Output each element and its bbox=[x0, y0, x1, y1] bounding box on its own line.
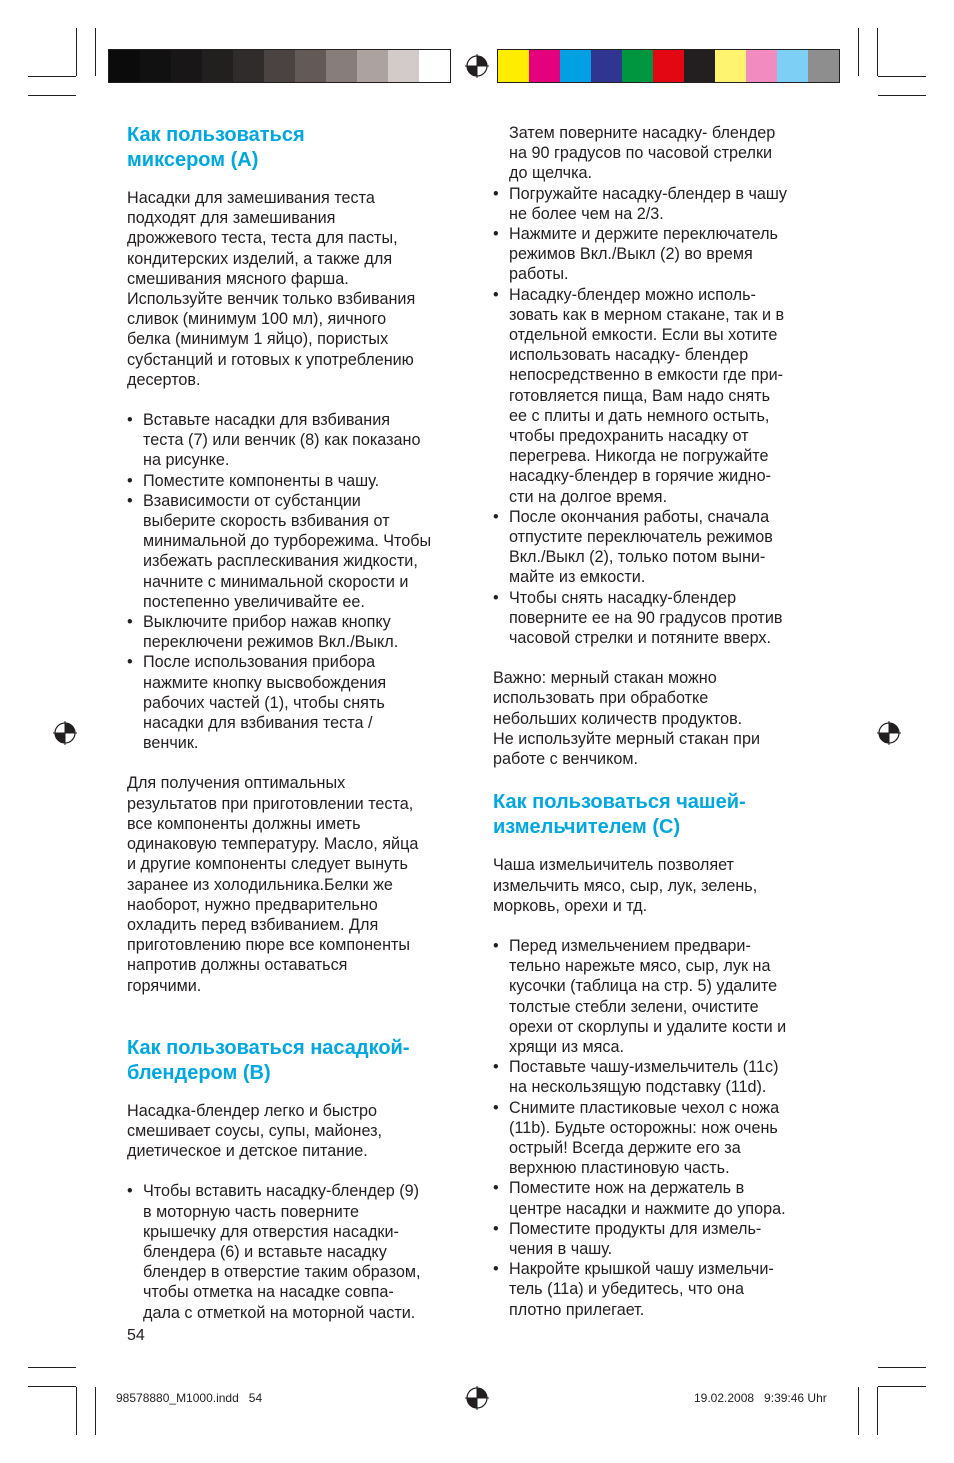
text-line: все компоненты должны иметь bbox=[127, 814, 361, 833]
text-line: тельно нарежьте мясо, сыр, лук на bbox=[509, 957, 771, 976]
text-line: измельчить мясо, сыр, лук, зелень, bbox=[493, 876, 758, 895]
text-line: Поместите компоненты в чашу. bbox=[143, 471, 380, 490]
color-swatch bbox=[326, 50, 357, 82]
text-line: Используйте венчик только взбивания bbox=[127, 290, 416, 309]
text-line: на нескользящую подставку (11d). bbox=[509, 1078, 767, 1097]
text-line: небольших количеств продуктов. bbox=[493, 709, 743, 728]
crop-mark bbox=[28, 76, 76, 77]
text-line: работы. bbox=[509, 265, 569, 284]
text-line: После окончания работы, сначала bbox=[509, 507, 770, 526]
list-item bbox=[127, 491, 472, 612]
blender-continued-paragraph bbox=[493, 123, 838, 184]
text-line: на рисунке. bbox=[143, 451, 230, 470]
color-swatch bbox=[171, 50, 202, 82]
text-line: непосредственно в емкости где при- bbox=[509, 366, 784, 385]
text-line: Выключите прибор нажав кнопку bbox=[143, 613, 391, 632]
color-swatch bbox=[715, 50, 746, 82]
text-line: зовать как в мерном стакане, так и в bbox=[509, 305, 785, 324]
crop-mark bbox=[76, 28, 77, 76]
text-line: морковь, орехи и тд. bbox=[493, 896, 648, 915]
list-item bbox=[493, 1178, 838, 1218]
color-swatch bbox=[653, 50, 684, 82]
color-swatch bbox=[529, 50, 560, 82]
text-line: Вставьте насадки для взбивания bbox=[143, 411, 391, 430]
text-line: часовой стрелки и потяните вверх. bbox=[509, 629, 771, 648]
list-item bbox=[493, 1259, 838, 1320]
crop-mark bbox=[28, 95, 76, 96]
text-line: Поставьте чашу-измельчитель (11c) bbox=[509, 1058, 779, 1077]
crop-mark bbox=[878, 1367, 926, 1368]
mixer-tips-paragraph bbox=[127, 773, 472, 995]
crop-mark bbox=[76, 1387, 77, 1435]
crop-mark bbox=[878, 95, 926, 96]
page-number: 54 bbox=[127, 1327, 145, 1344]
text-line: Насадки для замешивания теста bbox=[127, 189, 375, 207]
text-line: рабочих частей (1), чтобы снять bbox=[143, 693, 385, 712]
list-item bbox=[127, 471, 472, 491]
list-item bbox=[493, 1057, 838, 1097]
crop-mark bbox=[858, 1387, 859, 1435]
text-line: наоборот, нужно предварительно bbox=[127, 895, 378, 914]
list-item bbox=[493, 184, 838, 224]
text-line: выберите скорость взбивания от bbox=[143, 512, 390, 531]
text-line: кондитерских изделий, а также для bbox=[127, 249, 393, 268]
text-line: венчик. bbox=[143, 734, 199, 753]
crop-mark bbox=[28, 1367, 76, 1368]
registration-mark-icon bbox=[465, 1386, 489, 1410]
text-line: чтобы отметка на насадке совпа- bbox=[143, 1283, 394, 1302]
text-line: отпустите переключатель режимов bbox=[509, 528, 773, 547]
text-line: Не используйте мерный стакан при bbox=[493, 729, 760, 748]
color-swatch bbox=[264, 50, 295, 82]
text-line: Для получения оптимальных bbox=[127, 774, 346, 793]
list-item bbox=[493, 588, 838, 649]
text-line: использовать насадку- блендер bbox=[509, 346, 749, 365]
crop-mark bbox=[877, 28, 878, 76]
chopper-steps-list bbox=[493, 936, 838, 1320]
text-line: в моторную часть поверните bbox=[143, 1202, 360, 1221]
text-line: Вкл./Выкл (2), только потом выни- bbox=[509, 548, 766, 567]
text-line: работе с венчиком. bbox=[493, 750, 638, 769]
text-line: минимальной до турборежима. Чтобы bbox=[143, 532, 432, 551]
text-line: поверните ее на 90 градусов против bbox=[509, 608, 783, 627]
color-swatch bbox=[357, 50, 388, 82]
chopper-intro-paragraph bbox=[493, 855, 838, 916]
color-swatch bbox=[388, 50, 419, 82]
text-line: Нажмите и держите переключатель bbox=[509, 225, 778, 244]
color-calibration-bar-color bbox=[497, 49, 840, 83]
list-item bbox=[127, 652, 472, 753]
text-line: (11b). Будьте осторожны: нож очень bbox=[509, 1118, 778, 1137]
color-swatch bbox=[109, 50, 140, 82]
color-swatch bbox=[233, 50, 264, 82]
text-line: Погружайте насадку-блендер в чашу bbox=[509, 184, 787, 203]
list-item bbox=[127, 410, 472, 471]
color-swatch bbox=[622, 50, 653, 82]
text-line: блендер в отверстие таким образом, bbox=[143, 1263, 421, 1282]
text-line: субстанций и готовых к употреблению bbox=[127, 350, 414, 369]
text-line: постепенно увеличивайте ее. bbox=[143, 592, 365, 611]
text-line: белка (минимум 1 яйцо), пористых bbox=[127, 330, 389, 349]
text-line: сливок (минимум 100 мл), яичного bbox=[127, 310, 387, 329]
text-line: диетическое и детское питание. bbox=[127, 1142, 368, 1161]
text-line: острый! Всегда держите его за bbox=[509, 1138, 741, 1157]
text-line: Насадку-блендер можно исполь- bbox=[509, 285, 756, 304]
section-heading-chopper bbox=[493, 790, 838, 840]
color-swatch bbox=[808, 50, 839, 82]
text-line: Насадка-блендер легко и быстро bbox=[127, 1101, 378, 1120]
color-swatch bbox=[140, 50, 171, 82]
text-line: приготовлению пюре все компоненты bbox=[127, 936, 411, 955]
text-line: плотно прилегает. bbox=[509, 1300, 645, 1319]
crop-mark bbox=[878, 1386, 926, 1387]
text-line: чения в чашу. bbox=[509, 1239, 613, 1258]
color-swatch bbox=[777, 50, 808, 82]
color-swatch bbox=[419, 50, 450, 82]
text-line: Чтобы вставить насадку-блендер (9) bbox=[143, 1182, 420, 1201]
text-line: нажмите кнопку высвобождения bbox=[143, 673, 387, 692]
text-line: Затем поверните насадку- блендер bbox=[509, 124, 776, 142]
color-swatch bbox=[202, 50, 233, 82]
text-line: Как пользоваться bbox=[127, 124, 305, 146]
text-line: напротив должны оставаться bbox=[127, 956, 348, 975]
text-line: измельчителем (C) bbox=[493, 816, 681, 839]
left-column bbox=[127, 123, 472, 1323]
text-line: майте из емкости. bbox=[509, 568, 646, 587]
text-line: Поместите продукты для измель- bbox=[509, 1219, 762, 1238]
text-line: десертов. bbox=[127, 370, 201, 389]
text-line: орехи от скорлупы и удалите кости и bbox=[509, 1017, 787, 1036]
crop-mark bbox=[858, 28, 859, 76]
color-swatch bbox=[746, 50, 777, 82]
mixer-intro-paragraph bbox=[127, 188, 472, 390]
text-line: Перед измельчением предвари- bbox=[509, 936, 751, 955]
text-line: до щелчка. bbox=[509, 164, 593, 183]
color-calibration-bar-gray bbox=[108, 49, 451, 83]
text-line: теста (7) или венчик (8) как показано bbox=[143, 431, 421, 450]
text-line: блендера (6) и вставьте насадку bbox=[143, 1242, 387, 1261]
text-line: смешивает соусы, супы, майонез, bbox=[127, 1121, 383, 1140]
text-line: заранее из холодильника.Белки же bbox=[127, 875, 393, 894]
text-line: кусочки (таблица на стр. 5) удалите bbox=[509, 977, 778, 996]
text-line: Как пользоваться насадкой- bbox=[127, 1036, 410, 1059]
section-heading-blender bbox=[127, 1036, 472, 1086]
text-line: и другие компоненты следует вынуть bbox=[127, 855, 408, 874]
list-item bbox=[127, 1181, 472, 1322]
blender-steps-list-continued bbox=[493, 184, 838, 649]
text-line: крышечку для отверстия насадки- bbox=[143, 1222, 399, 1241]
text-line: дрожжевого теста, теста для пасты, bbox=[127, 229, 398, 248]
text-line: режимов Вкл./Выкл (2) во время bbox=[509, 245, 753, 264]
text-line: Снимите пластиковые чехол с ножа bbox=[509, 1098, 780, 1117]
text-line: чтобы предохранить насадку от bbox=[509, 427, 749, 446]
color-swatch bbox=[560, 50, 591, 82]
text-line: миксером (A) bbox=[127, 149, 259, 171]
crop-mark bbox=[878, 76, 926, 77]
text-line: дала с отметкой на моторной части. bbox=[143, 1303, 416, 1322]
text-line: Накройте крышкой чашу измельчи- bbox=[509, 1260, 774, 1279]
mixer-steps-list bbox=[127, 410, 472, 753]
text-line: верхнюю пластиновую часть. bbox=[509, 1159, 730, 1178]
text-line: После использования прибора bbox=[143, 653, 376, 672]
color-swatch bbox=[498, 50, 529, 82]
text-line: тель (11a) и убедитесь, что она bbox=[509, 1280, 745, 1299]
text-line: переключени режимов Вкл./Выкл. bbox=[143, 633, 399, 652]
footer-date-info: 19.02.2008 9:39:46 Uhr bbox=[694, 1391, 827, 1405]
registration-mark-icon bbox=[877, 721, 901, 745]
text-line: не более чем на 2/3. bbox=[509, 204, 664, 223]
text-line: использовать при обработке bbox=[493, 689, 709, 708]
text-line: насадку-блендер в горячие жидно- bbox=[509, 467, 771, 486]
text-line: перегрева. Никогда не погружайте bbox=[509, 447, 769, 466]
crop-mark bbox=[877, 1387, 878, 1435]
text-line: начните с минимальной скорости и bbox=[143, 572, 409, 591]
list-item bbox=[493, 224, 838, 285]
text-line: избежать расплескивания жидкости, bbox=[143, 552, 418, 571]
text-line: отдельной емкости. Если вы хотите bbox=[509, 326, 778, 345]
list-item bbox=[127, 612, 472, 652]
crop-mark bbox=[28, 1386, 76, 1387]
text-line: сти на долгое время. bbox=[509, 487, 668, 506]
footer-file-info: 98578880_M1000.indd 54 bbox=[116, 1391, 263, 1405]
text-line: хрящи из мяса. bbox=[509, 1037, 624, 1056]
text-line: Чаша измельичитель позволяет bbox=[493, 856, 734, 875]
blender-steps-list bbox=[127, 1181, 472, 1322]
color-swatch bbox=[591, 50, 622, 82]
color-swatch bbox=[295, 50, 326, 82]
registration-mark-icon bbox=[53, 721, 77, 745]
text-line: на 90 градусов по часовой стрелки bbox=[509, 144, 773, 163]
list-item bbox=[493, 1098, 838, 1179]
text-line: толстые стебли зелени, очистите bbox=[509, 997, 759, 1016]
list-item bbox=[493, 936, 838, 1057]
list-item bbox=[493, 507, 838, 588]
blender-intro-paragraph bbox=[127, 1101, 472, 1162]
text-line: охладить перед взбиванием. Для bbox=[127, 915, 379, 934]
section-heading-mixer bbox=[127, 123, 472, 173]
crop-mark bbox=[95, 1387, 96, 1435]
crop-mark bbox=[95, 28, 96, 76]
text-line: Важно: мерный стакан можно bbox=[493, 669, 717, 688]
right-column bbox=[493, 123, 838, 1320]
text-line: готовляется пища, Вам надо снять bbox=[509, 386, 771, 405]
text-line: результатов при приготовлении теста, bbox=[127, 794, 414, 813]
color-swatch bbox=[684, 50, 715, 82]
text-line: центре насадки и нажмите до упора. bbox=[509, 1199, 786, 1218]
text-line: горячими. bbox=[127, 976, 202, 995]
text-line: Поместите нож на держатель в bbox=[509, 1179, 745, 1198]
list-item bbox=[493, 1219, 838, 1259]
text-line: Взависимости от субстанции bbox=[143, 491, 361, 510]
text-line: смешивания мясного фарша. bbox=[127, 269, 349, 288]
measuring-cup-note bbox=[493, 668, 838, 769]
text-line: Как пользоваться чашей- bbox=[493, 791, 746, 814]
text-line: ее с плиты и дать немного остыть, bbox=[509, 406, 770, 425]
text-line: подходят для замешивания bbox=[127, 209, 336, 228]
list-item bbox=[493, 285, 838, 507]
text-line: Чтобы снять насадку-блендер bbox=[509, 588, 737, 607]
text-line: блендером (B) bbox=[127, 1061, 271, 1084]
text-line: одинаковую температуру. Масло, яйца bbox=[127, 835, 419, 854]
registration-mark-icon bbox=[465, 54, 489, 78]
text-line: насадки для взбивания теста / bbox=[143, 714, 373, 733]
